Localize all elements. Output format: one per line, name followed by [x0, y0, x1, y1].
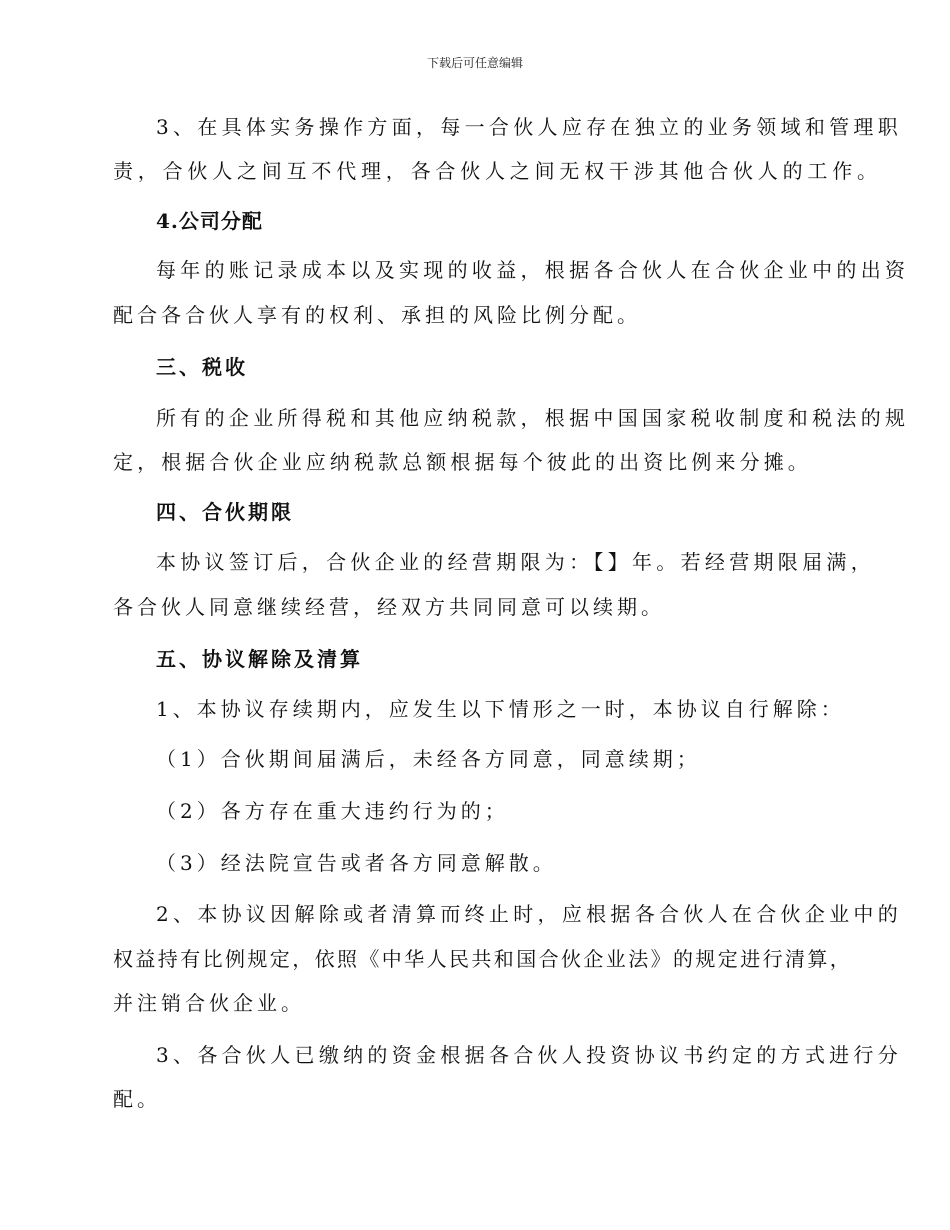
page-header: 下载后可任意编辑 [426, 56, 523, 70]
paragraph-line: 1、本协议存续期内，应发生以下情形之一时，本协议自行解除： [156, 697, 845, 721]
section-heading: 三、税收 [156, 355, 248, 379]
paragraph-line: 配。 [113, 1087, 161, 1111]
list-item: （2）各方存在重大违约行为的； [156, 799, 509, 823]
paragraph-line: 责，合伙人之间互不代理，各合伙人之间无权干涉其他合伙人的工作。 [113, 159, 882, 183]
section-heading: 4.公司分配 [156, 209, 263, 233]
section-heading: 四、合伙期限 [156, 500, 294, 524]
paragraph-line: 所有的企业所得税和其他应纳税款，根据中国国家税收制度和税法的规 [156, 406, 910, 430]
paragraph-line: 本协议签订后，合伙企业的经营期限为：【】年。若经营期限届满， [156, 550, 875, 574]
section-heading: 五、协议解除及清算 [156, 647, 363, 671]
paragraph-line: 配合各合伙人享有的权利、承担的风险比例分配。 [113, 303, 641, 327]
list-item: （3）经法院宣告或者各方同意解散。 [156, 851, 557, 875]
paragraph-line: 各合伙人同意继续经营，经双方共同同意可以续期。 [113, 595, 665, 619]
paragraph-line: 2、本协议因解除或者清算而终止时，应根据各合伙人在合伙企业中的 [156, 902, 903, 926]
paragraph-line: 每年的账记录成本以及实现的收益，根据各合伙人在合伙企业中的出资 [156, 258, 910, 282]
paragraph-line: 并注销合伙企业。 [113, 991, 305, 1015]
paragraph-line: 3、各合伙人已缴纳的资金根据各合伙人投资协议书约定的方式进行分 [156, 1043, 903, 1067]
paragraph-line: 权益持有比例规定，依照《中华人民共和国合伙企业法》的规定进行清算， [113, 947, 853, 971]
paragraph-line: 3、在具体实务操作方面，每一合伙人应存在独立的业务领域和管理职 [156, 115, 903, 139]
list-item: （1）合伙期间届满后，未经各方同意，同意续期； [156, 747, 701, 771]
paragraph-line: 定，根据合伙企业应纳税款总额根据每个彼此的出资比例来分摊。 [113, 450, 812, 474]
